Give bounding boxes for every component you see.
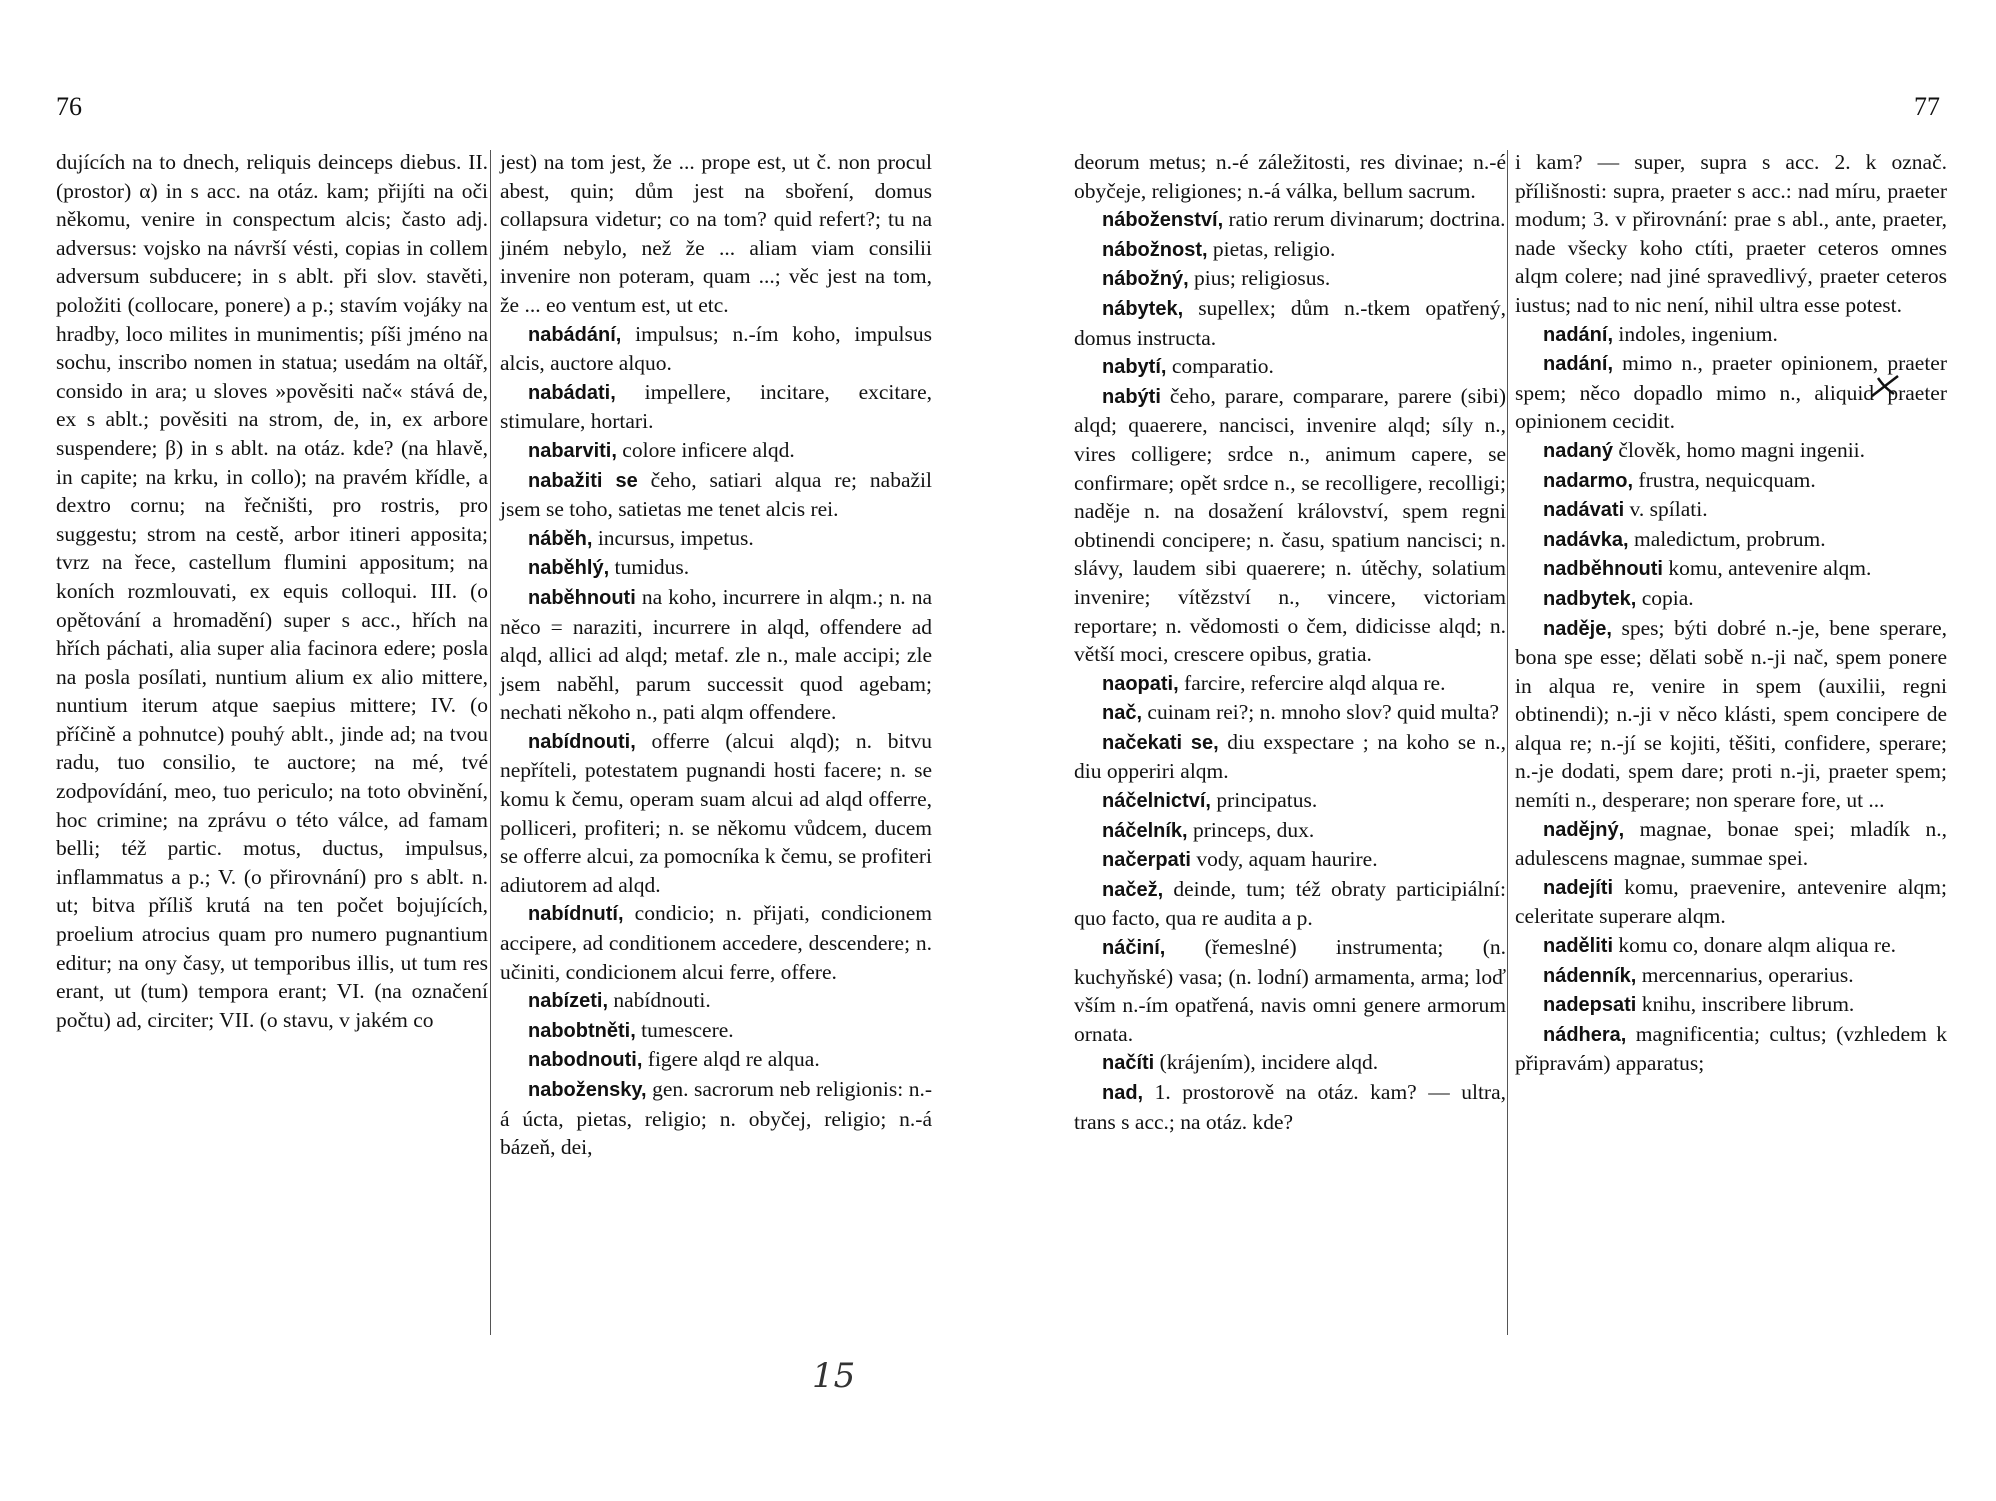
- entry-headword: nabídnutí,: [528, 903, 624, 926]
- dictionary-entry: [1515, 584, 1947, 614]
- dictionary-entry: [1074, 352, 1506, 382]
- dictionary-entry: [1074, 875, 1506, 933]
- entry-headword: náčelník,: [1102, 819, 1188, 842]
- dictionary-entry: [1515, 525, 1947, 555]
- entry-headword: nabídnouti,: [528, 730, 636, 753]
- entry-headword: nadběhnouti: [1543, 558, 1663, 581]
- entry-text: frustra, nequicquam.: [1633, 467, 1816, 492]
- entry-headword: nabodnouti,: [528, 1049, 643, 1072]
- dictionary-entry: [1515, 990, 1947, 1020]
- entry-headword: načerpati: [1102, 849, 1191, 872]
- entry-headword: nadávka,: [1543, 528, 1629, 551]
- entry-headword: nabádati,: [528, 381, 616, 404]
- dictionary-entry: [500, 466, 932, 524]
- entry-text: člověk, homo magni ingenii.: [1613, 437, 1866, 462]
- dictionary-entry: [500, 436, 932, 466]
- dictionary-entry: [1515, 148, 1947, 320]
- entry-headword: nadepsati: [1543, 994, 1637, 1017]
- dictionary-entry: [1074, 382, 1506, 669]
- dictionary-entry: [1074, 786, 1506, 816]
- entry-text: na koho, incurrere in alqm.; n. na něco = naraziti, incurrere in alqd, offendere ad alqd, allici ad alqd; metaf. zle n., male accipi; zle jsem naběhl, parum successit quod agebam; nechati někoho n., pati alqm offendere.: [500, 584, 932, 725]
- dictionary-entry: [1074, 205, 1506, 235]
- entry-headword: nad,: [1102, 1082, 1144, 1104]
- entry-text: tumidus.: [609, 555, 690, 580]
- entry-text: colore inficere alqd.: [616, 437, 795, 462]
- entry-headword: nabožensky,: [528, 1079, 647, 1101]
- entry-text: komu, antevenire alqm.: [1662, 556, 1872, 581]
- dictionary-entry: [500, 1045, 932, 1075]
- entry-text: indoles, ingenium.: [1613, 321, 1778, 346]
- entry-text: diu exspectare ; na koho se n., diu opperiri alqm.: [1074, 729, 1506, 784]
- dictionary-column-4: [1515, 148, 1947, 1078]
- entry-headword: naběhlý,: [528, 557, 610, 580]
- entry-headword: načež,: [1102, 878, 1164, 901]
- column-rule-right: [1507, 150, 1508, 1335]
- entry-headword: nadbytek,: [1543, 587, 1637, 610]
- dictionary-entry: [500, 320, 932, 378]
- dictionary-entry: [1074, 148, 1506, 205]
- entry-headword: nadaný: [1543, 439, 1614, 462]
- entry-headword: nabobtněti,: [528, 1019, 636, 1042]
- entry-text: impellere, incitare, excitare, stimulare, hortari.: [500, 379, 932, 434]
- dictionary-entry: [500, 524, 932, 554]
- dictionary-entry: [1074, 698, 1506, 728]
- entry-headword: náčiní,: [1102, 937, 1166, 960]
- entry-text: knihu, inscribere librum.: [1636, 992, 1855, 1017]
- entry-headword: nadání,: [1543, 353, 1614, 376]
- dictionary-entry: [1515, 320, 1947, 350]
- page-number-left: 76: [56, 92, 82, 121]
- entry-headword: nabarviti,: [528, 439, 617, 462]
- entry-text: mimo n., praeter opinionem, praeter spem; něco dopadlo mimo n., aliquid praeter opinionem cecidit.: [1515, 351, 1947, 434]
- entry-headword: nádhera,: [1543, 1023, 1627, 1046]
- entry-text: i kam? — super, supra s acc. 2. k označ. přílišnosti: supra, praeter s acc.: nad míru, praeter modum; 3. v přirovnání: prae s abl., ante, praeter, nade všecky koho ctíti, praeter ceteros omnes alqm colere; nad jiné spravedlivý, praeter ceteros iustus; nad to nic není, nihil ultra esse potest.: [1515, 150, 1947, 317]
- dictionary-entry: [1074, 1048, 1506, 1078]
- entry-text: pius; religiosus.: [1188, 266, 1331, 291]
- dictionary-entry: [1515, 466, 1947, 496]
- dictionary-entry: [1515, 961, 1947, 991]
- entry-headword: nadávati: [1543, 499, 1625, 522]
- entry-text: figere alqd re alqua.: [642, 1047, 820, 1072]
- dictionary-entry: [1515, 931, 1947, 961]
- entry-text: tumescere.: [635, 1017, 734, 1042]
- entry-headword: nabízeti,: [528, 990, 609, 1013]
- entry-headword: nadějný,: [1543, 818, 1625, 841]
- entry-headword: načekati se,: [1102, 731, 1219, 754]
- entry-headword: náběh,: [528, 527, 593, 550]
- dictionary-entry: [1515, 873, 1947, 931]
- dictionary-entry: [1074, 235, 1506, 265]
- entry-headword: nabýti: [1102, 385, 1161, 408]
- entry-text: nabídnouti.: [608, 988, 711, 1013]
- entry-text: princeps, dux.: [1187, 817, 1315, 842]
- entry-headword: nábožný,: [1102, 268, 1189, 291]
- entry-text: čeho, parare, comparare, parere (sibi) alqd; quaerere, nancisci, invenire alqd; síly n., vires colligere; srdce n., animum capere, se confirmare; opět srdce n., se recolligere, recolligi; naděje n. na dosažení království, spem regni obtinendi concipere; n. času, spatium nancisci; n. slávy, laudem sibi quaerere; n. útěchy, solatium invenire; vítězství n., vincere, victoriam reportare; n. vědomosti o čem, didicisse alqd; n. větší moci, crescere opibus, gratia.: [1074, 383, 1506, 667]
- entry-headword: nadání,: [1543, 323, 1614, 346]
- entry-headword: nač,: [1102, 702, 1143, 725]
- handwritten-note: 15: [812, 1356, 856, 1396]
- dictionary-entry: [1515, 495, 1947, 525]
- entry-text: spes; býti dobré n.-je, bene sperare, bona spe esse; dělati sobě n.-ji nač, spem ponere in alqua re, venire in spem (auxilii, regni obtinendi); n.-ji v něco klásti, spem concipere de alqua re; n.-jí se kojiti, těšiti, confidere, sperare; n.-je dodati, spem dare; proti n.-ji, praeter spem; nemíti n., desperare; non sperare fore, ut ...: [1515, 615, 1947, 813]
- entry-headword: naděje,: [1543, 617, 1612, 640]
- entry-text: (řemeslné) instrumenta; (n. kuchyňské) vasa; (n. lodní) armamenta, arma; loď vším n.-ím opatřená, navis omni genere armorum ornata.: [1074, 935, 1506, 1046]
- dictionary-entry: [1515, 815, 1947, 873]
- entry-text: čeho, satiari alqua re; nabažil jsem se toho, satietas me tenet alcis rei.: [500, 467, 932, 522]
- dictionary-entry: [500, 1075, 932, 1162]
- entry-text: komu co, donare alqm aliqua re.: [1613, 933, 1897, 958]
- entry-headword: náčelnictví,: [1102, 790, 1211, 813]
- entry-text: offerre (alcui alqd); n. bitvu nepříteli, potestatem pugnandi hosti facere; n. se komu k čemu, operam suam alcui ad alqd offerre, polliceri, profiteri; n. se někomu vůdcem, ducem se offerre alcui, za pomocníka k čemu, se profiteri adiutorem ad alqd.: [500, 728, 932, 897]
- entry-text: magnificentia; cultus; (vzhledem k připravám) apparatus;: [1515, 1021, 1947, 1076]
- dictionary-entry: [1074, 933, 1506, 1048]
- dictionary-entry: [500, 583, 932, 727]
- dictionary-entry: [500, 553, 932, 583]
- entry-text: comparatio.: [1166, 354, 1274, 379]
- entry-headword: naopati,: [1102, 672, 1179, 695]
- dictionary-entry: [1074, 816, 1506, 846]
- entry-text: (krájením), incidere alqd.: [1154, 1050, 1379, 1075]
- entry-text: maledictum, probrum.: [1628, 526, 1826, 551]
- dictionary-entry: [500, 1016, 932, 1046]
- entry-text: jest) na tom jest, že ... prope est, ut č. non procul abest, quin; dům jest na sboření, domus collapsura videtur; co na tom? quid refert?; tu na jiném nebylo, než že ... aliam viam consilii invenire non poteram, quam ...; věc jest na tom, že ... eo ventum est, ut etc.: [500, 150, 932, 317]
- entry-text: komu, praevenire, antevenire alqm; celeritate superare alqm.: [1515, 874, 1947, 929]
- entry-headword: naběhnouti: [528, 586, 636, 609]
- entry-headword: nabytí,: [1102, 356, 1167, 379]
- dictionary-entry: [500, 899, 932, 986]
- entry-text: dujících na to dnech, reliquis deinceps diebus. II. (prostor) α) in s acc. na otáz. kam; přijíti na oči někomu, venire in conspectum alcis; často adj. adversus: vojsko na návrší vésti, copias in collem adversum subducere; in s ablt. při slov. stavěti, položiti (collocare, ponere) a p.; stavím vojáky na hradby, loco milites in munimentis; píši jméno na sochu, inscribo nomen in statua; usedám na oltář, consido in ara; u sloves »pověsiti nač« stává de, ex s ablt.; pověsiti na strom, de, in, ex arbore suspendere; β) in s ablt. na otáz. kde? (na hlavě, in capite; na krku, in collo); na pravém křídle, a dextro cornu; na řečništi, pro rostris, pro suggestu; strom na cestě, arbor itineri apposita; tvrz na řece, castellum flumini appositum; na koních rozmlouvati, ex equis colloqui. III. (o opětování a hromadění) super s acc., hřích na hřích páchati, alia super alia facinora edere; posla na posla posílati, nuntium alium ex alio mittere, nuntium iterum atque saepius mittere; IV. (o příčině a pohnutce) pouhý ablt., jinde ad; na tvou radu, tuo consilio, te auctore; na mé, tvé zodpovídání, meo, tuo periculo; na toto obvinění, hoc crimine; na zprávu o této válce, ad famam belli; též partic. motus, ductus, impulsus, inflammatus a p.; V. (o přirovnání) pro s ablt. n. ut; bitva příliš krutá na ten počet bojujících, proelium atrocius quam pro numero pugnantium editur; na ony časy, ut temporibus illis, ut tum res erant, ut (tum) tempora erant; VI. (na označení počtu) ad, circiter; VII. (o stavu, v jakém co: [56, 150, 488, 1032]
- dictionary-column-1: [56, 148, 488, 1034]
- page-number-right: 77: [1914, 92, 1940, 121]
- entry-text: magnae, bonae spei; mladík n., adulescens magnae, summae spei.: [1515, 816, 1947, 871]
- entry-headword: načíti: [1102, 1052, 1155, 1075]
- entry-text: mercennarius, operarius.: [1636, 962, 1854, 987]
- dictionary-entry: [56, 148, 488, 1034]
- dictionary-entry: [1074, 728, 1506, 786]
- dictionary-entry: [1515, 614, 1947, 815]
- entry-text: gen. sacrorum neb religionis: n.-á úcta, pietas, religio; n. obyčej, religio; n.-á bázeň, dei,: [500, 1077, 932, 1160]
- entry-text: impulsus; n.-ím koho, impulsus alcis, auctore alquo.: [500, 321, 932, 376]
- dictionary-entry: [1074, 294, 1506, 352]
- margin-x-mark-icon: [1868, 370, 1902, 400]
- entry-text: condicio; n. přijati, condicionem accipere, ad conditionem accedere, descendere; n. učiniti, condicionem alcui ferre, offere.: [500, 901, 932, 984]
- dictionary-entry: [500, 727, 932, 900]
- entry-headword: nadejíti: [1543, 876, 1614, 899]
- entry-headword: nabádání,: [528, 323, 622, 346]
- dictionary-entry: [1074, 669, 1506, 699]
- entry-text: cuinam rei?; n. mnoho slov? quid multa?: [1142, 700, 1500, 725]
- entry-headword: nabažiti se: [528, 469, 638, 492]
- entry-headword: nádenník,: [1543, 964, 1637, 987]
- dictionary-column-3: [1074, 148, 1506, 1136]
- entry-headword: naděliti: [1543, 935, 1614, 958]
- column-rule-left: [490, 150, 491, 1335]
- dictionary-entry: [500, 986, 932, 1016]
- entry-text: farcire, refercire alqd alqua re.: [1178, 670, 1446, 695]
- dictionary-column-2: [500, 148, 932, 1162]
- entry-text: v. spílati.: [1624, 497, 1708, 522]
- dictionary-entry: [1515, 554, 1947, 584]
- dictionary-entry: [1074, 1078, 1506, 1136]
- entry-text: principatus.: [1210, 788, 1318, 813]
- entry-text: deinde, tum; též obraty participiální: quo facto, qua re audita a p.: [1074, 876, 1506, 931]
- dictionary-entry: [1515, 436, 1947, 466]
- entry-headword: náboženství,: [1102, 209, 1224, 232]
- entry-text: copia.: [1636, 585, 1694, 610]
- entry-headword: nábožnost,: [1102, 238, 1208, 261]
- entry-text: incursus, impetus.: [592, 525, 754, 550]
- entry-text: vody, aquam haurire.: [1190, 847, 1378, 872]
- dictionary-entry: [1074, 845, 1506, 875]
- entry-text: supellex; dům n.-tkem opatřený, domus instructa.: [1074, 295, 1506, 350]
- entry-text: pietas, religio.: [1207, 236, 1336, 261]
- entry-text: 1. prostorově na otáz. kam? — ultra, trans s acc.; na otáz. kde?: [1074, 1080, 1506, 1134]
- entry-text: deorum metus; n.-é záležitosti, res divinae; n.-é obyčeje, religiones; n.-á válka, bellum sacrum.: [1074, 150, 1506, 203]
- entry-headword: nábytek,: [1102, 297, 1184, 320]
- entry-text: ratio rerum divinarum; doctrina.: [1223, 207, 1506, 232]
- dictionary-entry: [1515, 1020, 1947, 1078]
- entry-headword: nadarmo,: [1543, 469, 1634, 492]
- dictionary-entry: [500, 148, 932, 320]
- dictionary-entry: [500, 378, 932, 436]
- dictionary-entry: [1074, 264, 1506, 294]
